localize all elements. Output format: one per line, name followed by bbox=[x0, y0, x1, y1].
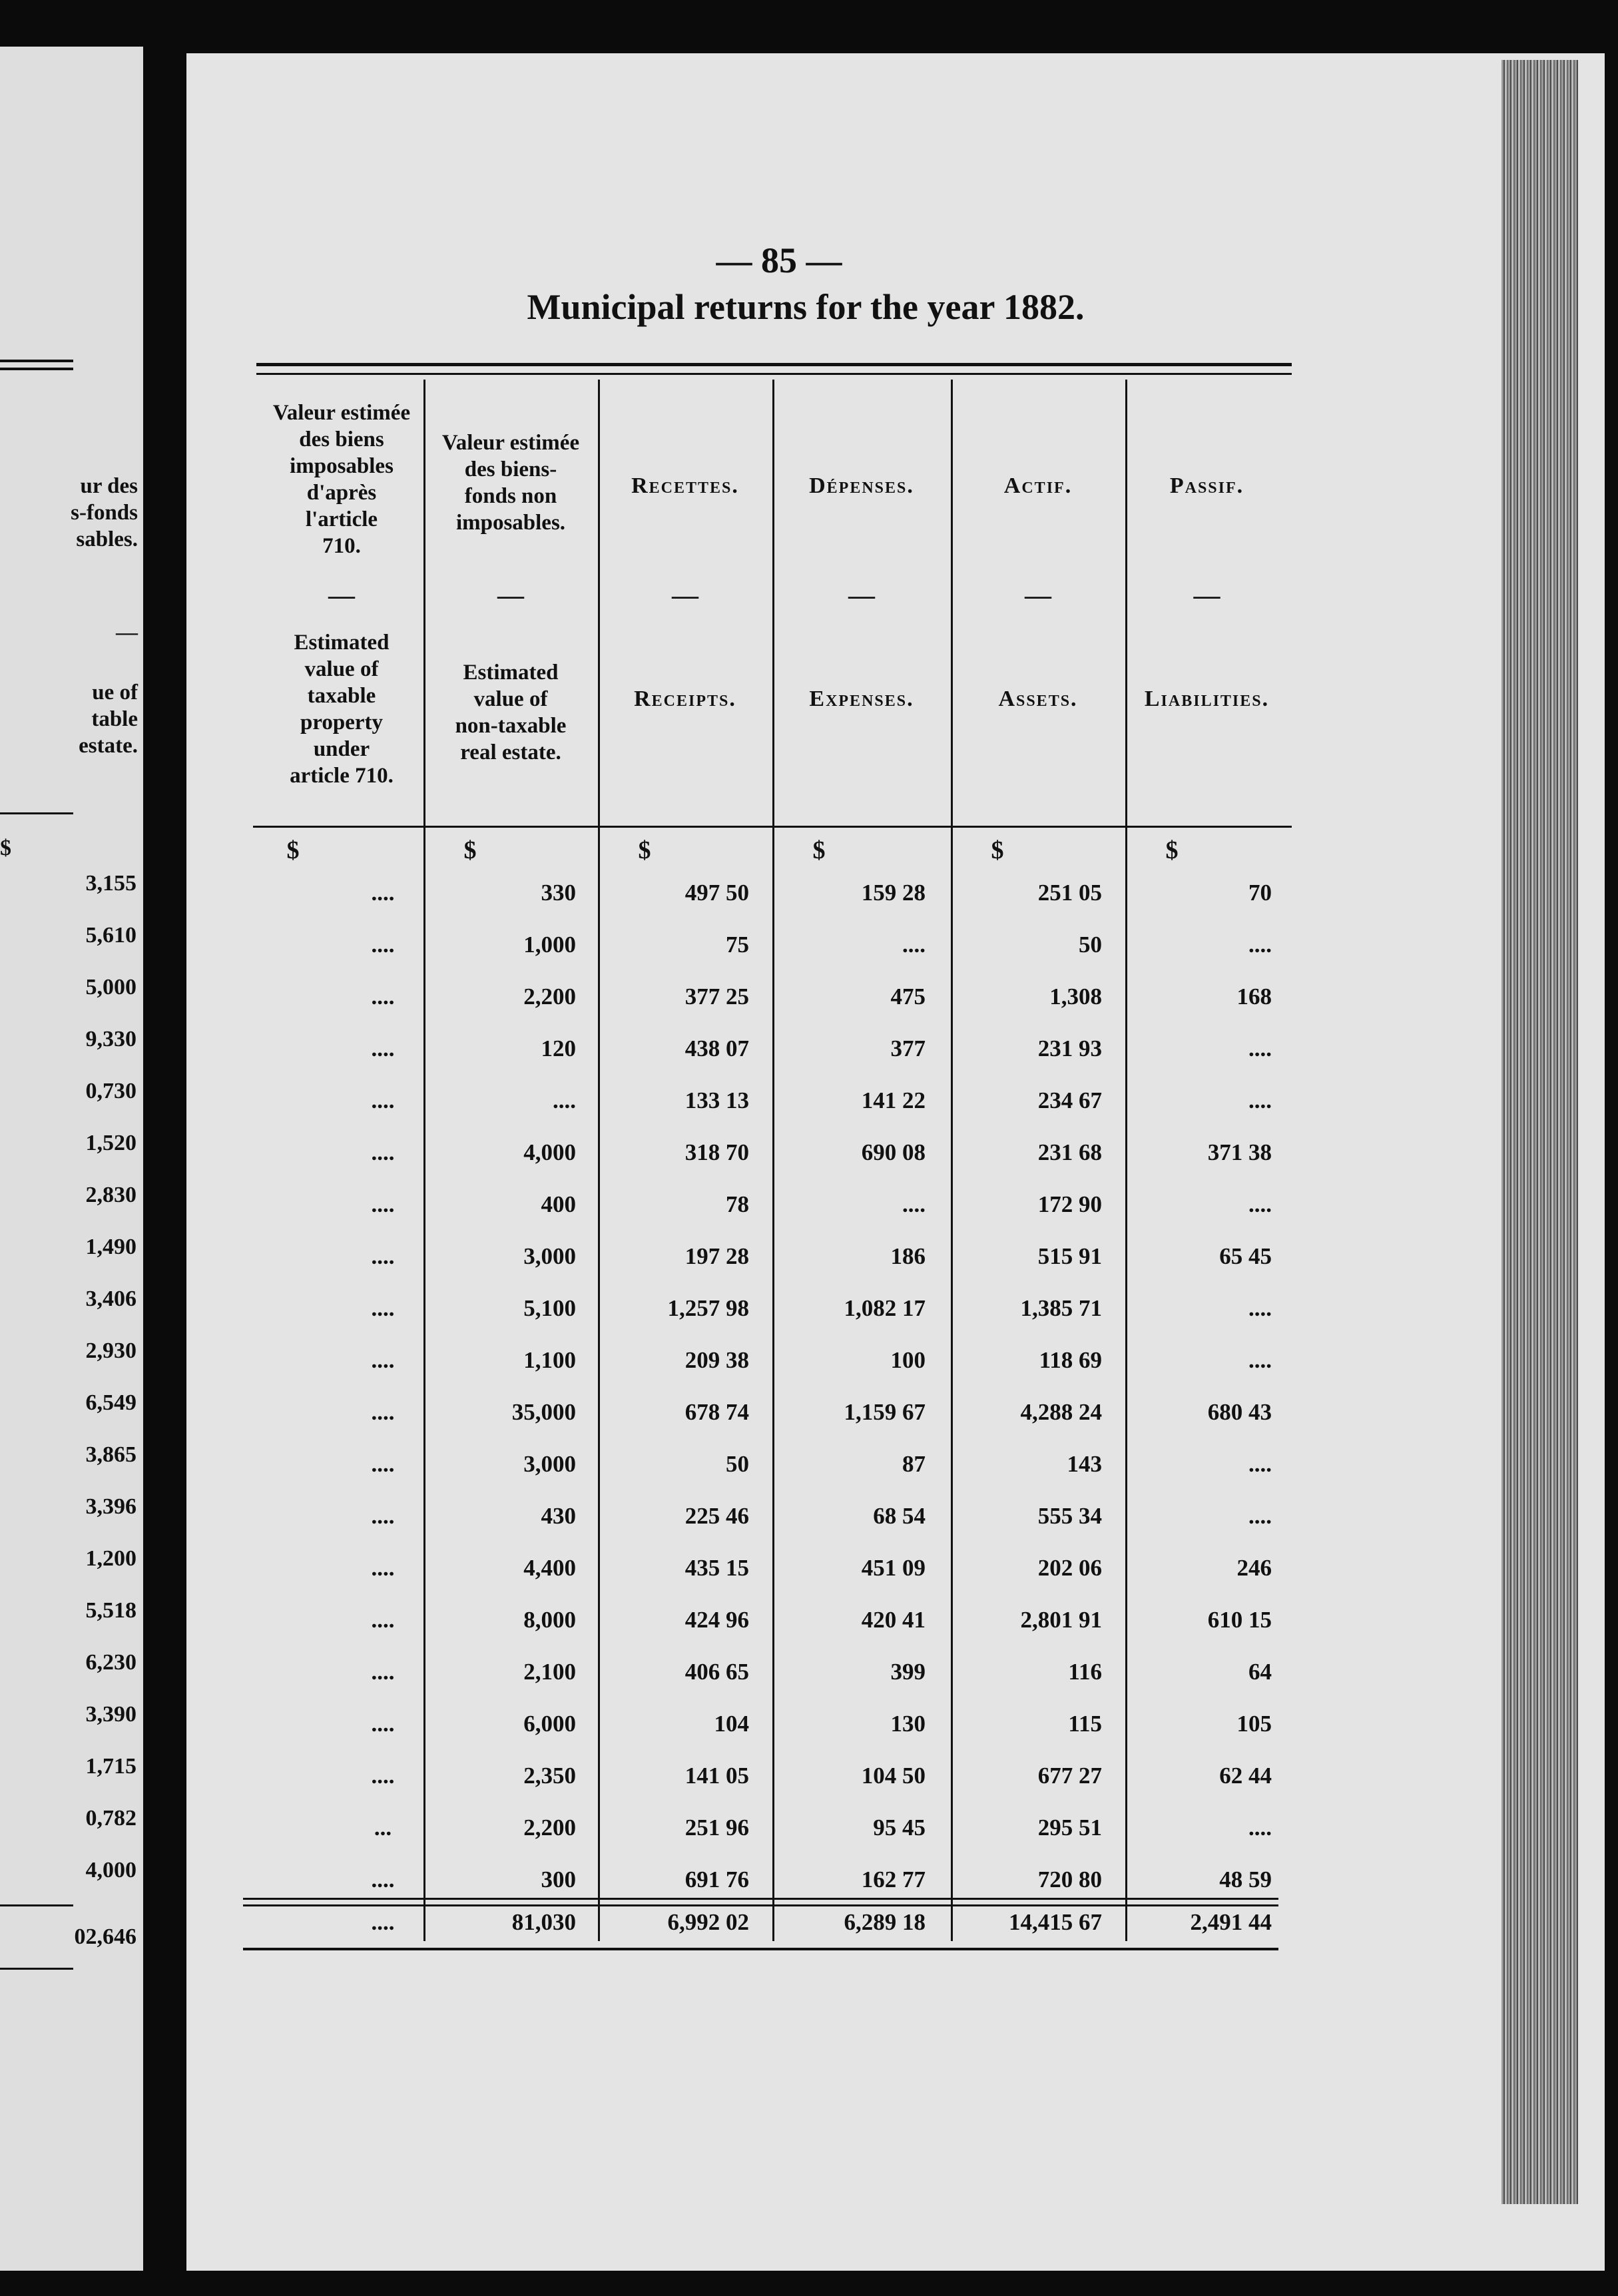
column-header-en: article 710. bbox=[290, 764, 394, 788]
table-cell: .... bbox=[371, 880, 395, 906]
column-rule bbox=[772, 380, 774, 1941]
table-cell: .... bbox=[1248, 932, 1272, 958]
left-header-line: estate. bbox=[79, 734, 138, 758]
table-cell: .... bbox=[371, 1866, 395, 1892]
table-cell: 234 67 bbox=[1037, 1087, 1102, 1113]
table-cell: .... bbox=[371, 1711, 395, 1737]
table-cell: 251 05 bbox=[1037, 880, 1102, 906]
table-cell: 1,159 67 bbox=[844, 1399, 926, 1425]
table-cell: 295 51 bbox=[1037, 1815, 1102, 1841]
left-value: 0,782 bbox=[85, 1806, 136, 1831]
left-value: 3,865 bbox=[85, 1442, 136, 1467]
table-cell: .... bbox=[371, 1555, 395, 1581]
left-value: 3,396 bbox=[85, 1494, 136, 1519]
column-header-en: Liabilities. bbox=[1144, 687, 1270, 711]
table-cell: 430 bbox=[541, 1503, 576, 1529]
left-dollar: $ bbox=[0, 836, 11, 860]
left-value: 5,610 bbox=[85, 923, 136, 948]
table-cell: 105 bbox=[1236, 1711, 1272, 1737]
table-cell: .... bbox=[371, 1087, 395, 1113]
table-cell: 197 28 bbox=[684, 1243, 749, 1269]
table-cell: 5,100 bbox=[523, 1295, 576, 1321]
left-header-line: ue of bbox=[92, 681, 138, 705]
table-cell: 497 50 bbox=[684, 880, 749, 906]
column-header-en: taxable bbox=[307, 684, 376, 708]
table-cell: .... bbox=[371, 1451, 395, 1477]
table-cell: 70 bbox=[1248, 880, 1272, 906]
table-cell: 209 38 bbox=[684, 1347, 749, 1373]
table-cell: 186 bbox=[890, 1243, 926, 1269]
left-value: 5,000 bbox=[85, 975, 136, 1000]
top-rule bbox=[256, 373, 1292, 375]
column-header-fr: fonds non bbox=[464, 484, 557, 508]
table-cell: .... bbox=[371, 1035, 395, 1061]
table-cell: 162 77 bbox=[861, 1866, 926, 1892]
column-header-fr: Recettes. bbox=[631, 473, 739, 498]
table-cell: .... bbox=[1248, 1451, 1272, 1477]
table-cell: .... bbox=[1248, 1295, 1272, 1321]
table-cell: .... bbox=[1248, 1347, 1272, 1373]
table-cell: 690 08 bbox=[861, 1139, 926, 1165]
column-header-en: real estate. bbox=[460, 740, 561, 764]
table-cell: 377 bbox=[890, 1035, 926, 1061]
table-cell: 202 06 bbox=[1037, 1555, 1102, 1581]
column-header-fr: Dépenses. bbox=[809, 473, 914, 498]
table-cell: 95 45 bbox=[873, 1815, 926, 1841]
table-cell: 141 22 bbox=[861, 1087, 926, 1113]
table-cell: .... bbox=[371, 1347, 395, 1373]
table-cell: 420 41 bbox=[861, 1607, 926, 1633]
table-cell: 678 74 bbox=[684, 1399, 749, 1425]
table-cell: 50 bbox=[1079, 932, 1102, 958]
column-header-en: Estimated bbox=[463, 661, 559, 685]
table-cell: .... bbox=[902, 1191, 926, 1217]
table-cell: 2,200 bbox=[523, 1815, 576, 1841]
column-rule bbox=[951, 380, 953, 1941]
table-cell: 2,350 bbox=[523, 1763, 576, 1789]
table-cell: .... bbox=[371, 932, 395, 958]
left-value: 9,330 bbox=[85, 1027, 136, 1051]
column-header-fr: Passif. bbox=[1169, 473, 1244, 498]
column-header-fr: imposables bbox=[290, 454, 394, 478]
table-cell: 330 bbox=[541, 880, 576, 906]
left-page-fragment bbox=[0, 47, 143, 2271]
table-cell: 172 90 bbox=[1037, 1191, 1102, 1217]
table-cell: .... bbox=[553, 1087, 576, 1113]
left-value: 3,155 bbox=[85, 871, 136, 896]
table-cell: .... bbox=[1248, 1087, 1272, 1113]
left-rule bbox=[0, 360, 73, 362]
column-header-en: value of bbox=[473, 687, 548, 711]
table-cell: 141 05 bbox=[684, 1763, 749, 1789]
table-cell: 231 68 bbox=[1037, 1139, 1102, 1165]
table-cell: 225 46 bbox=[684, 1503, 749, 1529]
table-cell: .... bbox=[371, 1503, 395, 1529]
table-cell: .... bbox=[371, 1191, 395, 1217]
column-rule bbox=[1125, 380, 1127, 1941]
unit-label: $ bbox=[812, 836, 826, 864]
table-cell: 438 07 bbox=[684, 1035, 749, 1061]
table-cell: 4,288 24 bbox=[1020, 1399, 1102, 1425]
table-cell: 2,801 91 bbox=[1020, 1607, 1102, 1633]
table-cell: 610 15 bbox=[1207, 1607, 1272, 1633]
total-cell: 14,415 67 bbox=[1009, 1909, 1102, 1935]
table-cell: 1,100 bbox=[523, 1347, 576, 1373]
table-cell: 75 bbox=[726, 932, 749, 958]
total-cell: .... bbox=[371, 1909, 395, 1935]
table-cell: 65 45 bbox=[1219, 1243, 1272, 1269]
header-dash: — bbox=[497, 580, 524, 610]
page-title: Municipal returns for the year 1882. bbox=[527, 287, 1085, 327]
column-header-en: non-taxable bbox=[455, 714, 567, 738]
column-header-en: value of bbox=[304, 657, 379, 681]
header-dash: — bbox=[848, 580, 875, 610]
left-value: 1,715 bbox=[85, 1754, 136, 1779]
table-cell: 300 bbox=[541, 1866, 576, 1892]
total-cell: 81,030 bbox=[511, 1909, 576, 1935]
table-cell: 720 80 bbox=[1037, 1866, 1102, 1892]
left-header-line: ur des bbox=[80, 474, 138, 498]
unit-label: $ bbox=[991, 836, 1004, 864]
table-cell: .... bbox=[1248, 1815, 1272, 1841]
table-cell: .... bbox=[1248, 1503, 1272, 1529]
column-header-fr: d'après bbox=[306, 481, 377, 505]
table-cell: 1,385 71 bbox=[1020, 1295, 1102, 1321]
column-header-fr: Valeur estimée bbox=[272, 401, 411, 425]
table-cell: 35,000 bbox=[511, 1399, 576, 1425]
left-rule bbox=[0, 812, 73, 814]
table-cell: 1,257 98 bbox=[667, 1295, 749, 1321]
table-cell: ... bbox=[374, 1815, 392, 1841]
table-cell: 116 bbox=[1068, 1659, 1102, 1685]
table-cell: 133 13 bbox=[684, 1087, 749, 1113]
table-cell: 3,000 bbox=[523, 1243, 576, 1269]
table-cell: 1,308 bbox=[1049, 984, 1102, 1009]
left-value: 3,406 bbox=[85, 1287, 136, 1311]
table-cell: 231 93 bbox=[1037, 1035, 1102, 1061]
left-value: 1,520 bbox=[85, 1131, 136, 1155]
left-dash: — bbox=[116, 621, 138, 645]
left-total: 02,646 bbox=[74, 1924, 136, 1949]
total-cell: 6,289 18 bbox=[844, 1909, 926, 1935]
table-cell: 159 28 bbox=[861, 880, 926, 906]
header-dash: — bbox=[1193, 580, 1220, 610]
table-cell: 1,000 bbox=[523, 932, 576, 958]
column-header-fr: Valeur estimée bbox=[441, 431, 580, 455]
total-cell: 2,491 44 bbox=[1190, 1909, 1272, 1935]
table-cell: 318 70 bbox=[684, 1139, 749, 1165]
left-header-line: sables. bbox=[76, 527, 138, 551]
column-header-fr: 710. bbox=[322, 534, 361, 558]
unit-label: $ bbox=[1165, 836, 1179, 864]
column-header-en: Receipts. bbox=[634, 687, 736, 711]
table-cell: 4,000 bbox=[523, 1139, 576, 1165]
column-header-en: Expenses. bbox=[809, 687, 914, 711]
table-cell: 371 38 bbox=[1207, 1139, 1272, 1165]
table-cell: .... bbox=[371, 1139, 395, 1165]
table-cell: 62 44 bbox=[1219, 1763, 1272, 1789]
table-cell: 100 bbox=[890, 1347, 926, 1373]
table-cell: .... bbox=[371, 1399, 395, 1425]
table-cell: 435 15 bbox=[684, 1555, 749, 1581]
table-cell: 115 bbox=[1068, 1711, 1102, 1737]
column-header-en: Assets. bbox=[998, 687, 1078, 711]
table-cell: 143 bbox=[1067, 1451, 1102, 1477]
top-rule bbox=[256, 363, 1292, 366]
column-header-fr: imposables. bbox=[455, 511, 566, 535]
table-cell: 104 bbox=[714, 1711, 749, 1737]
table-cell: 2,200 bbox=[523, 984, 576, 1009]
left-value: 4,000 bbox=[85, 1858, 136, 1882]
left-value: 2,830 bbox=[85, 1183, 136, 1207]
table-cell: 6,000 bbox=[523, 1711, 576, 1737]
left-value: 6,230 bbox=[85, 1650, 136, 1675]
table-cell: 400 bbox=[541, 1191, 576, 1217]
unit-label: $ bbox=[463, 836, 477, 864]
table-cell: 680 43 bbox=[1207, 1399, 1272, 1425]
unit-label: $ bbox=[286, 836, 300, 864]
column-rule bbox=[598, 380, 600, 1941]
column-header-en: property bbox=[300, 711, 384, 734]
table-cell: .... bbox=[1248, 1035, 1272, 1061]
table-cell: 424 96 bbox=[684, 1607, 749, 1633]
page-edge bbox=[1501, 60, 1578, 2204]
table-cell: .... bbox=[371, 1607, 395, 1633]
table-cell: 251 96 bbox=[684, 1815, 749, 1841]
column-header-en: Estimated bbox=[294, 631, 390, 655]
table-cell: 377 25 bbox=[684, 984, 749, 1009]
table-cell: 1,082 17 bbox=[844, 1295, 926, 1321]
page-number: — 85 — bbox=[716, 240, 842, 280]
left-rule bbox=[0, 368, 73, 370]
left-value: 2,930 bbox=[85, 1338, 136, 1363]
table-cell: .... bbox=[371, 1763, 395, 1789]
table-cell: 691 76 bbox=[684, 1866, 749, 1892]
table-cell: 168 bbox=[1236, 984, 1272, 1009]
table-cell: 677 27 bbox=[1037, 1763, 1102, 1789]
table-cell: .... bbox=[1248, 1191, 1272, 1217]
table-cell: 515 91 bbox=[1037, 1243, 1102, 1269]
left-value: 3,390 bbox=[85, 1702, 136, 1727]
table-cell: 104 50 bbox=[861, 1763, 926, 1789]
table-cell: 48 59 bbox=[1219, 1866, 1272, 1892]
total-cell: 6,992 02 bbox=[667, 1909, 749, 1935]
table-cell: .... bbox=[902, 932, 926, 958]
table-cell: .... bbox=[371, 1659, 395, 1685]
table-cell: 130 bbox=[890, 1711, 926, 1737]
table-cell: 64 bbox=[1248, 1659, 1272, 1685]
left-value: 1,200 bbox=[85, 1546, 136, 1571]
header-dash: — bbox=[328, 580, 355, 610]
left-value: 5,518 bbox=[85, 1598, 136, 1623]
column-header-en: under bbox=[313, 737, 370, 761]
table-cell: 4,400 bbox=[523, 1555, 576, 1581]
table-cell: 87 bbox=[902, 1451, 926, 1477]
table-cell: 118 69 bbox=[1039, 1347, 1102, 1373]
left-value: 6,549 bbox=[85, 1390, 136, 1415]
table-cell: .... bbox=[371, 1243, 395, 1269]
table-cell: 451 09 bbox=[861, 1555, 926, 1581]
left-value: 0,730 bbox=[85, 1079, 136, 1103]
left-header-line: s-fonds bbox=[71, 501, 138, 525]
table-cell: 3,000 bbox=[523, 1451, 576, 1477]
table-cell: 406 65 bbox=[684, 1659, 749, 1685]
left-rule bbox=[0, 1968, 73, 1970]
left-rule bbox=[0, 1904, 73, 1906]
left-value: 1,490 bbox=[85, 1235, 136, 1259]
header-dash: — bbox=[672, 580, 698, 610]
table-cell: 555 34 bbox=[1037, 1503, 1102, 1529]
table-cell: .... bbox=[371, 984, 395, 1009]
header-dash: — bbox=[1025, 580, 1051, 610]
column-header-fr: des biens bbox=[299, 428, 384, 451]
table-cell: 50 bbox=[726, 1451, 749, 1477]
column-header-fr: des biens- bbox=[464, 457, 557, 481]
table-cell: 8,000 bbox=[523, 1607, 576, 1633]
column-header-fr: Actif. bbox=[1003, 473, 1073, 498]
unit-label: $ bbox=[638, 836, 651, 864]
table-cell: .... bbox=[371, 1295, 395, 1321]
table-cell: 246 bbox=[1236, 1555, 1272, 1581]
left-header-line: table bbox=[91, 707, 138, 731]
table-cell: 68 54 bbox=[873, 1503, 926, 1529]
bottom-rule bbox=[243, 1948, 1278, 1950]
table-cell: 78 bbox=[726, 1191, 749, 1217]
table-cell: 399 bbox=[890, 1659, 926, 1685]
table-cell: 2,100 bbox=[523, 1659, 576, 1685]
table-cell: 475 bbox=[890, 984, 926, 1009]
table-cell: 120 bbox=[541, 1035, 576, 1061]
column-header-fr: l'article bbox=[305, 507, 378, 531]
